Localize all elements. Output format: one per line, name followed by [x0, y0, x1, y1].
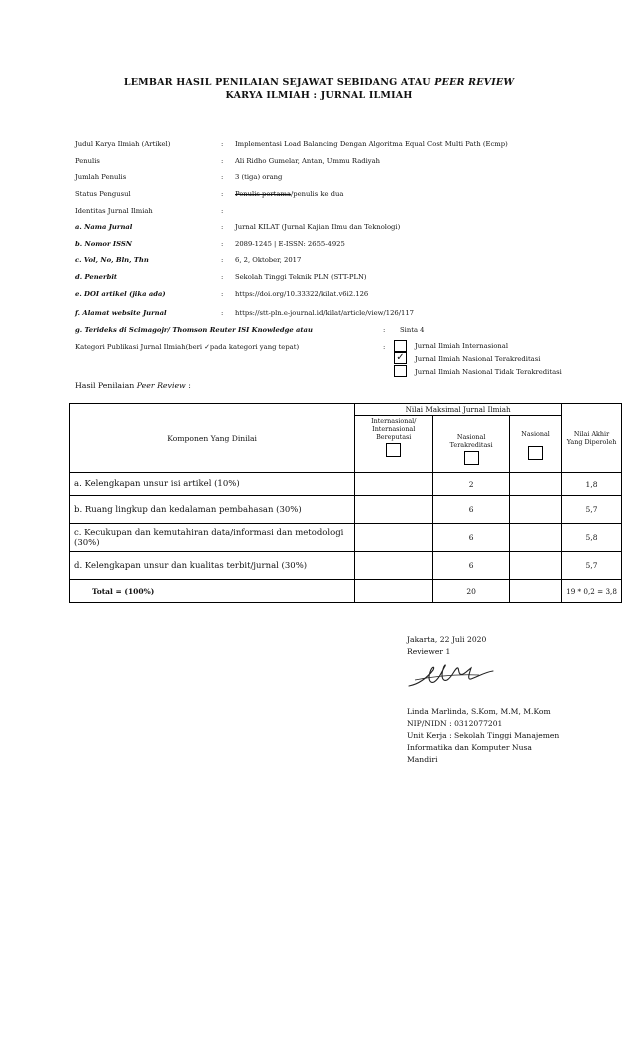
- header-component: Komponen Yang Dinilai: [70, 404, 355, 473]
- category-option-national-unaccredited: Jurnal Ilmiah Nasional Tidak Terakreditasi: [415, 368, 562, 376]
- field-label: e. DOI artikel (jika ada): [75, 290, 166, 298]
- header-international: [355, 416, 433, 473]
- field-label: f. Alamat website Jurnal: [75, 309, 167, 317]
- field-label: Judul Karya Ilmiah (Artikel): [75, 140, 171, 148]
- field-label: b. Nomor ISSN: [75, 240, 132, 248]
- reviewer-unit-line3: Mandiri: [407, 755, 438, 764]
- header-max-score: Nilai Maksimal Jurnal Ilmiah: [355, 404, 562, 416]
- field-colon: :: [221, 173, 224, 181]
- field-colon: :: [221, 140, 224, 148]
- reviewer-name: Linda Marlinda, S.Kom, M.M, M.Kom: [407, 707, 551, 716]
- result-heading-italic: Peer Review: [136, 381, 186, 390]
- header-final-score: Nilai Akhir Yang Diperoleh: [562, 404, 622, 473]
- signature-place-date: Jakarta, 22 Juli 2020: [407, 635, 487, 644]
- field-colon: :: [221, 240, 224, 248]
- field-colon: :: [221, 190, 224, 198]
- table-row: [70, 473, 622, 496]
- cell-nat: [510, 552, 562, 580]
- reviewer-unit-line2: Informatika dan Komputer Nusa: [407, 743, 532, 752]
- field-value: Implementasi Load Balancing Dengan Algoritma Equal Cost Multi Path (Ecmp): [235, 140, 508, 148]
- doc-title-line1: [0, 77, 638, 88]
- field-value: 2089-1245 | E-ISSN: 2655-4925: [235, 240, 345, 248]
- field-label: a. Nama Jurnal: [75, 223, 133, 231]
- row-label: a. Kelengkapan unsur isi artikel (10%): [70, 473, 355, 496]
- review-score-table: [69, 403, 622, 603]
- field-label: g. Terideks di Scimagojr/ Thomson Reuter ISI Knowledge atau: [75, 326, 313, 334]
- row-label: d. Kelengkapan unsur dan kualitas terbit/jurnal (30%): [70, 552, 355, 580]
- total-label: Total = (100%): [70, 580, 355, 603]
- reviewer-nip: NIP/NIDN : 0312077201: [407, 719, 503, 728]
- category-option-national-accredited: Jurnal Ilmiah Nasional Terakreditasi: [415, 355, 541, 363]
- field-label: c. Vol, No, Bln, Thn: [75, 256, 149, 264]
- header-national-label: Nasional: [521, 430, 550, 438]
- status-value: /penulis ke dua: [290, 190, 344, 198]
- cell-final: 5,7: [562, 552, 622, 580]
- cell-nat-acc: 6: [433, 496, 510, 524]
- cell-final: 5,8: [562, 524, 622, 552]
- struck-value: Penulis pertama: [235, 190, 291, 198]
- cell-intl: [355, 496, 433, 524]
- reviewer-unit-line1: Unit Kerja : Sekolah Tinggi Manajemen: [407, 731, 560, 740]
- table-row: [70, 524, 622, 552]
- field-colon: :: [383, 326, 386, 334]
- field-value: Sinta 4: [400, 326, 425, 334]
- checkbox-national-unaccredited[interactable]: [394, 365, 407, 377]
- checkbox-international[interactable]: [394, 340, 407, 352]
- category-option-international: Jurnal Ilmiah Internasional: [415, 342, 509, 350]
- result-heading-suffix: :: [185, 381, 191, 390]
- doc-title-line2: KARYA ILMIAH : JURNAL ILMIAH: [225, 90, 413, 101]
- field-value: Jurnal KILAT (Jurnal Kajian Ilmu dan Teknologi): [235, 223, 401, 231]
- cell-nat: [510, 524, 562, 552]
- total-final: 19 * 0,2 = 3,8: [562, 580, 622, 603]
- checkbox-intl-column[interactable]: [386, 443, 401, 457]
- field-colon: :: [221, 290, 224, 298]
- table-row: [70, 496, 622, 524]
- field-value: [235, 190, 343, 199]
- field-colon: :: [221, 256, 224, 264]
- field-colon: :: [221, 309, 224, 317]
- checkbox-national-accredited[interactable]: ✓: [394, 352, 407, 364]
- cell-final: 1,8: [562, 473, 622, 496]
- cell-final: 5,7: [562, 496, 622, 524]
- field-value: Sekolah Tinggi Teknik PLN (STT-PLN): [235, 273, 367, 281]
- result-heading-text: Hasil Penilaian: [75, 381, 137, 390]
- checkbox-nat-column[interactable]: [528, 446, 543, 460]
- cell-nat: [510, 473, 562, 496]
- table-header-row: [70, 404, 622, 416]
- field-label: Jumlah Penulis: [75, 173, 127, 181]
- website-link[interactable]: https://stt-pln.e-journal.id/kilat/article/view/126/117: [235, 309, 415, 317]
- row-label: c. Kecukupan dan kemutahiran data/informasi dan metodologi (30%): [70, 524, 355, 552]
- field-label: Identitas Jurnal Ilmiah: [75, 207, 153, 215]
- cell-nat-acc: 2: [433, 473, 510, 496]
- cell-nat: [510, 496, 562, 524]
- field-value: 3 (tiga) orang: [235, 173, 283, 181]
- header-international-label: Internasional/ Internasional Bereputasi: [371, 417, 417, 441]
- cell-intl: [355, 524, 433, 552]
- field-label: Penulis: [75, 157, 100, 165]
- cell-intl: [355, 552, 433, 580]
- doc-title-italic: PEER REVIEW: [434, 77, 515, 88]
- header-national-accredited: [433, 416, 510, 473]
- row-label: b. Ruang lingkup dan kedalaman pembahasan (30%): [70, 496, 355, 524]
- field-value: Ali Ridho Gumelar, Antan, Ummu Radiyah: [235, 157, 381, 165]
- field-colon: :: [221, 157, 224, 165]
- result-heading: [75, 381, 191, 390]
- cell-nat-acc: 6: [433, 524, 510, 552]
- total-intl: [355, 580, 433, 603]
- doc-title-text: LEMBAR HASIL PENILAIAN SEJAWAT SEBIDANG ATAU: [123, 77, 435, 88]
- header-national-accredited-label: Nasional Terakreditasi: [449, 433, 493, 449]
- field-label: d. Penerbit: [75, 273, 118, 281]
- doi-link[interactable]: https://doi.org/10.33322/kilat.v6i2.126: [235, 290, 369, 298]
- field-value: 6, 2, Oktober, 2017: [235, 256, 302, 264]
- table-total-row: [70, 580, 622, 603]
- signature-role: Reviewer 1: [407, 647, 451, 656]
- total-nat: [510, 580, 562, 603]
- field-colon: :: [221, 273, 224, 281]
- category-label: Kategori Publikasi Jurnal Ilmiah(beri ✓pada kategori yang tepat): [75, 343, 300, 351]
- field-colon: :: [383, 343, 386, 351]
- field-colon: :: [221, 223, 224, 231]
- handwritten-signature: [405, 660, 497, 692]
- header-national: [510, 416, 562, 473]
- cell-nat-acc: 6: [433, 552, 510, 580]
- total-nat-acc: 20: [433, 580, 510, 603]
- field-label: Status Pengusul: [75, 190, 131, 198]
- table-row: [70, 552, 622, 580]
- checkbox-nat-acc-column[interactable]: [464, 451, 479, 465]
- cell-intl: [355, 473, 433, 496]
- field-colon: :: [221, 207, 224, 215]
